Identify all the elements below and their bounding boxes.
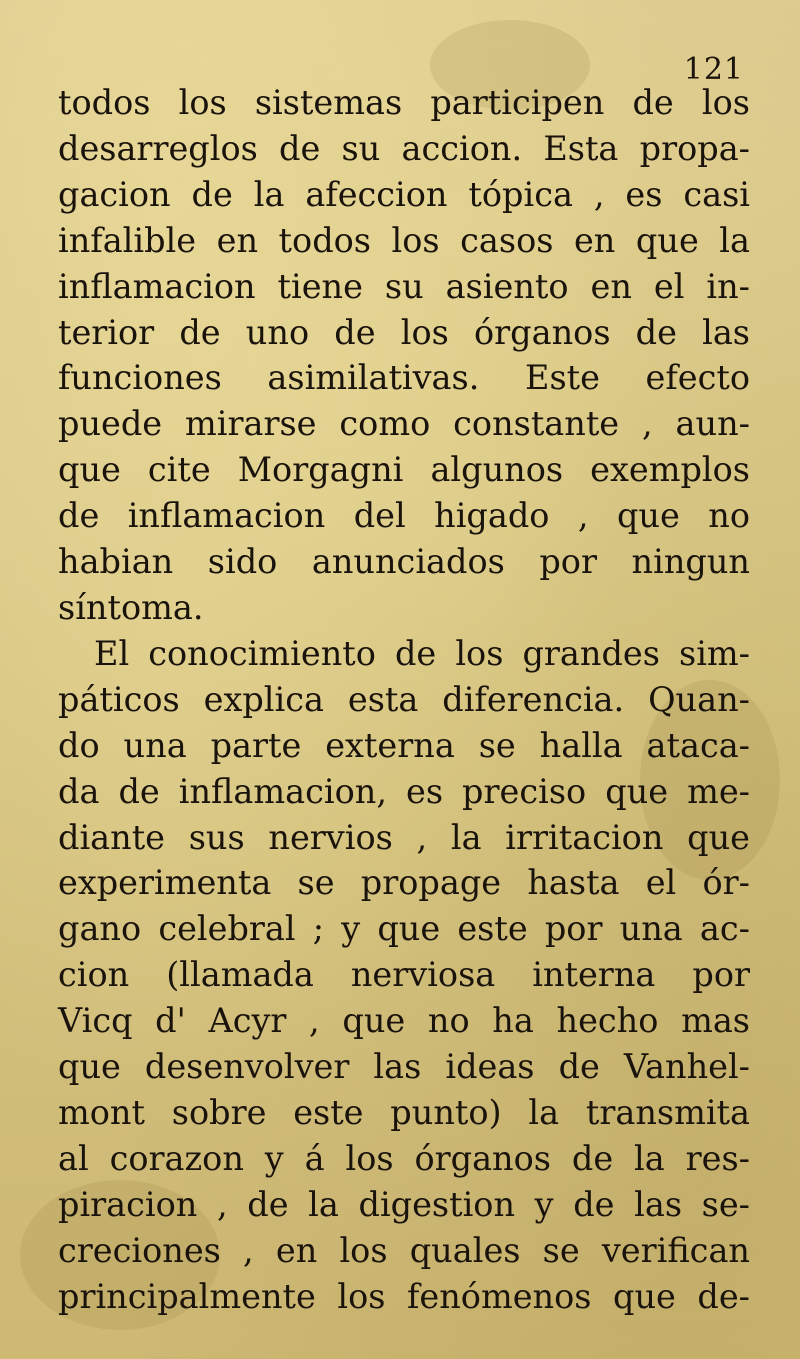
text-line: gano celebral ; y que este por una ac- <box>58 909 750 949</box>
text-line: creciones , en los quales se verifican <box>58 1230 750 1270</box>
body-text <box>58 80 750 1319</box>
text-line: de inflamacion del higado , que no <box>58 496 750 536</box>
text-line: terior de uno de los órganos de las <box>58 312 750 352</box>
text-line: todos los sistemas participen de los <box>58 83 750 122</box>
text-line: El conocimiento de los grandes sim- <box>94 633 750 673</box>
text-line: gacion de la afeccion tópica , es casi <box>58 174 750 214</box>
page-number: 121 <box>683 52 744 87</box>
text-line: da de inflamacion, es preciso que me- <box>58 771 750 811</box>
text-line: desarreglos de su accion. Esta propa- <box>58 128 750 168</box>
text-line: síntoma. <box>58 587 204 627</box>
text-line: piracion , de la digestion y de las se- <box>58 1184 750 1224</box>
text-line: cion (llamada nerviosa interna por <box>58 955 750 995</box>
text-line: habian sido anunciados por ningun <box>58 542 750 582</box>
text-line: infalible en todos los casos en que la <box>58 220 750 260</box>
text-line: inflamacion tiene su asiento en el in- <box>58 266 750 306</box>
text-line: que desenvolver las ideas de Vanhel- <box>58 1047 750 1087</box>
text-line: que cite Morgagni algunos exemplos <box>58 450 750 490</box>
text-line: do una parte externa se halla ataca- <box>58 725 750 765</box>
text-line: diante sus nervios , la irritacion que <box>58 817 750 857</box>
text-line: experimenta se propage hasta el ór- <box>58 863 750 903</box>
text-line: funciones asimilativas. Este efecto <box>58 358 750 398</box>
text-line: Vicq d' Acyr , que no ha hecho mas <box>58 1001 750 1041</box>
text-line: páticos explica esta diferencia. Quan- <box>58 679 750 719</box>
text-line: al corazon y á los órganos de la res- <box>58 1138 750 1178</box>
text-line: puede mirarse como constante , aun- <box>58 404 750 444</box>
text-line: mont sobre este punto) la transmita <box>58 1092 750 1132</box>
text-line: principalmente los fenómenos que de- <box>58 1276 750 1316</box>
